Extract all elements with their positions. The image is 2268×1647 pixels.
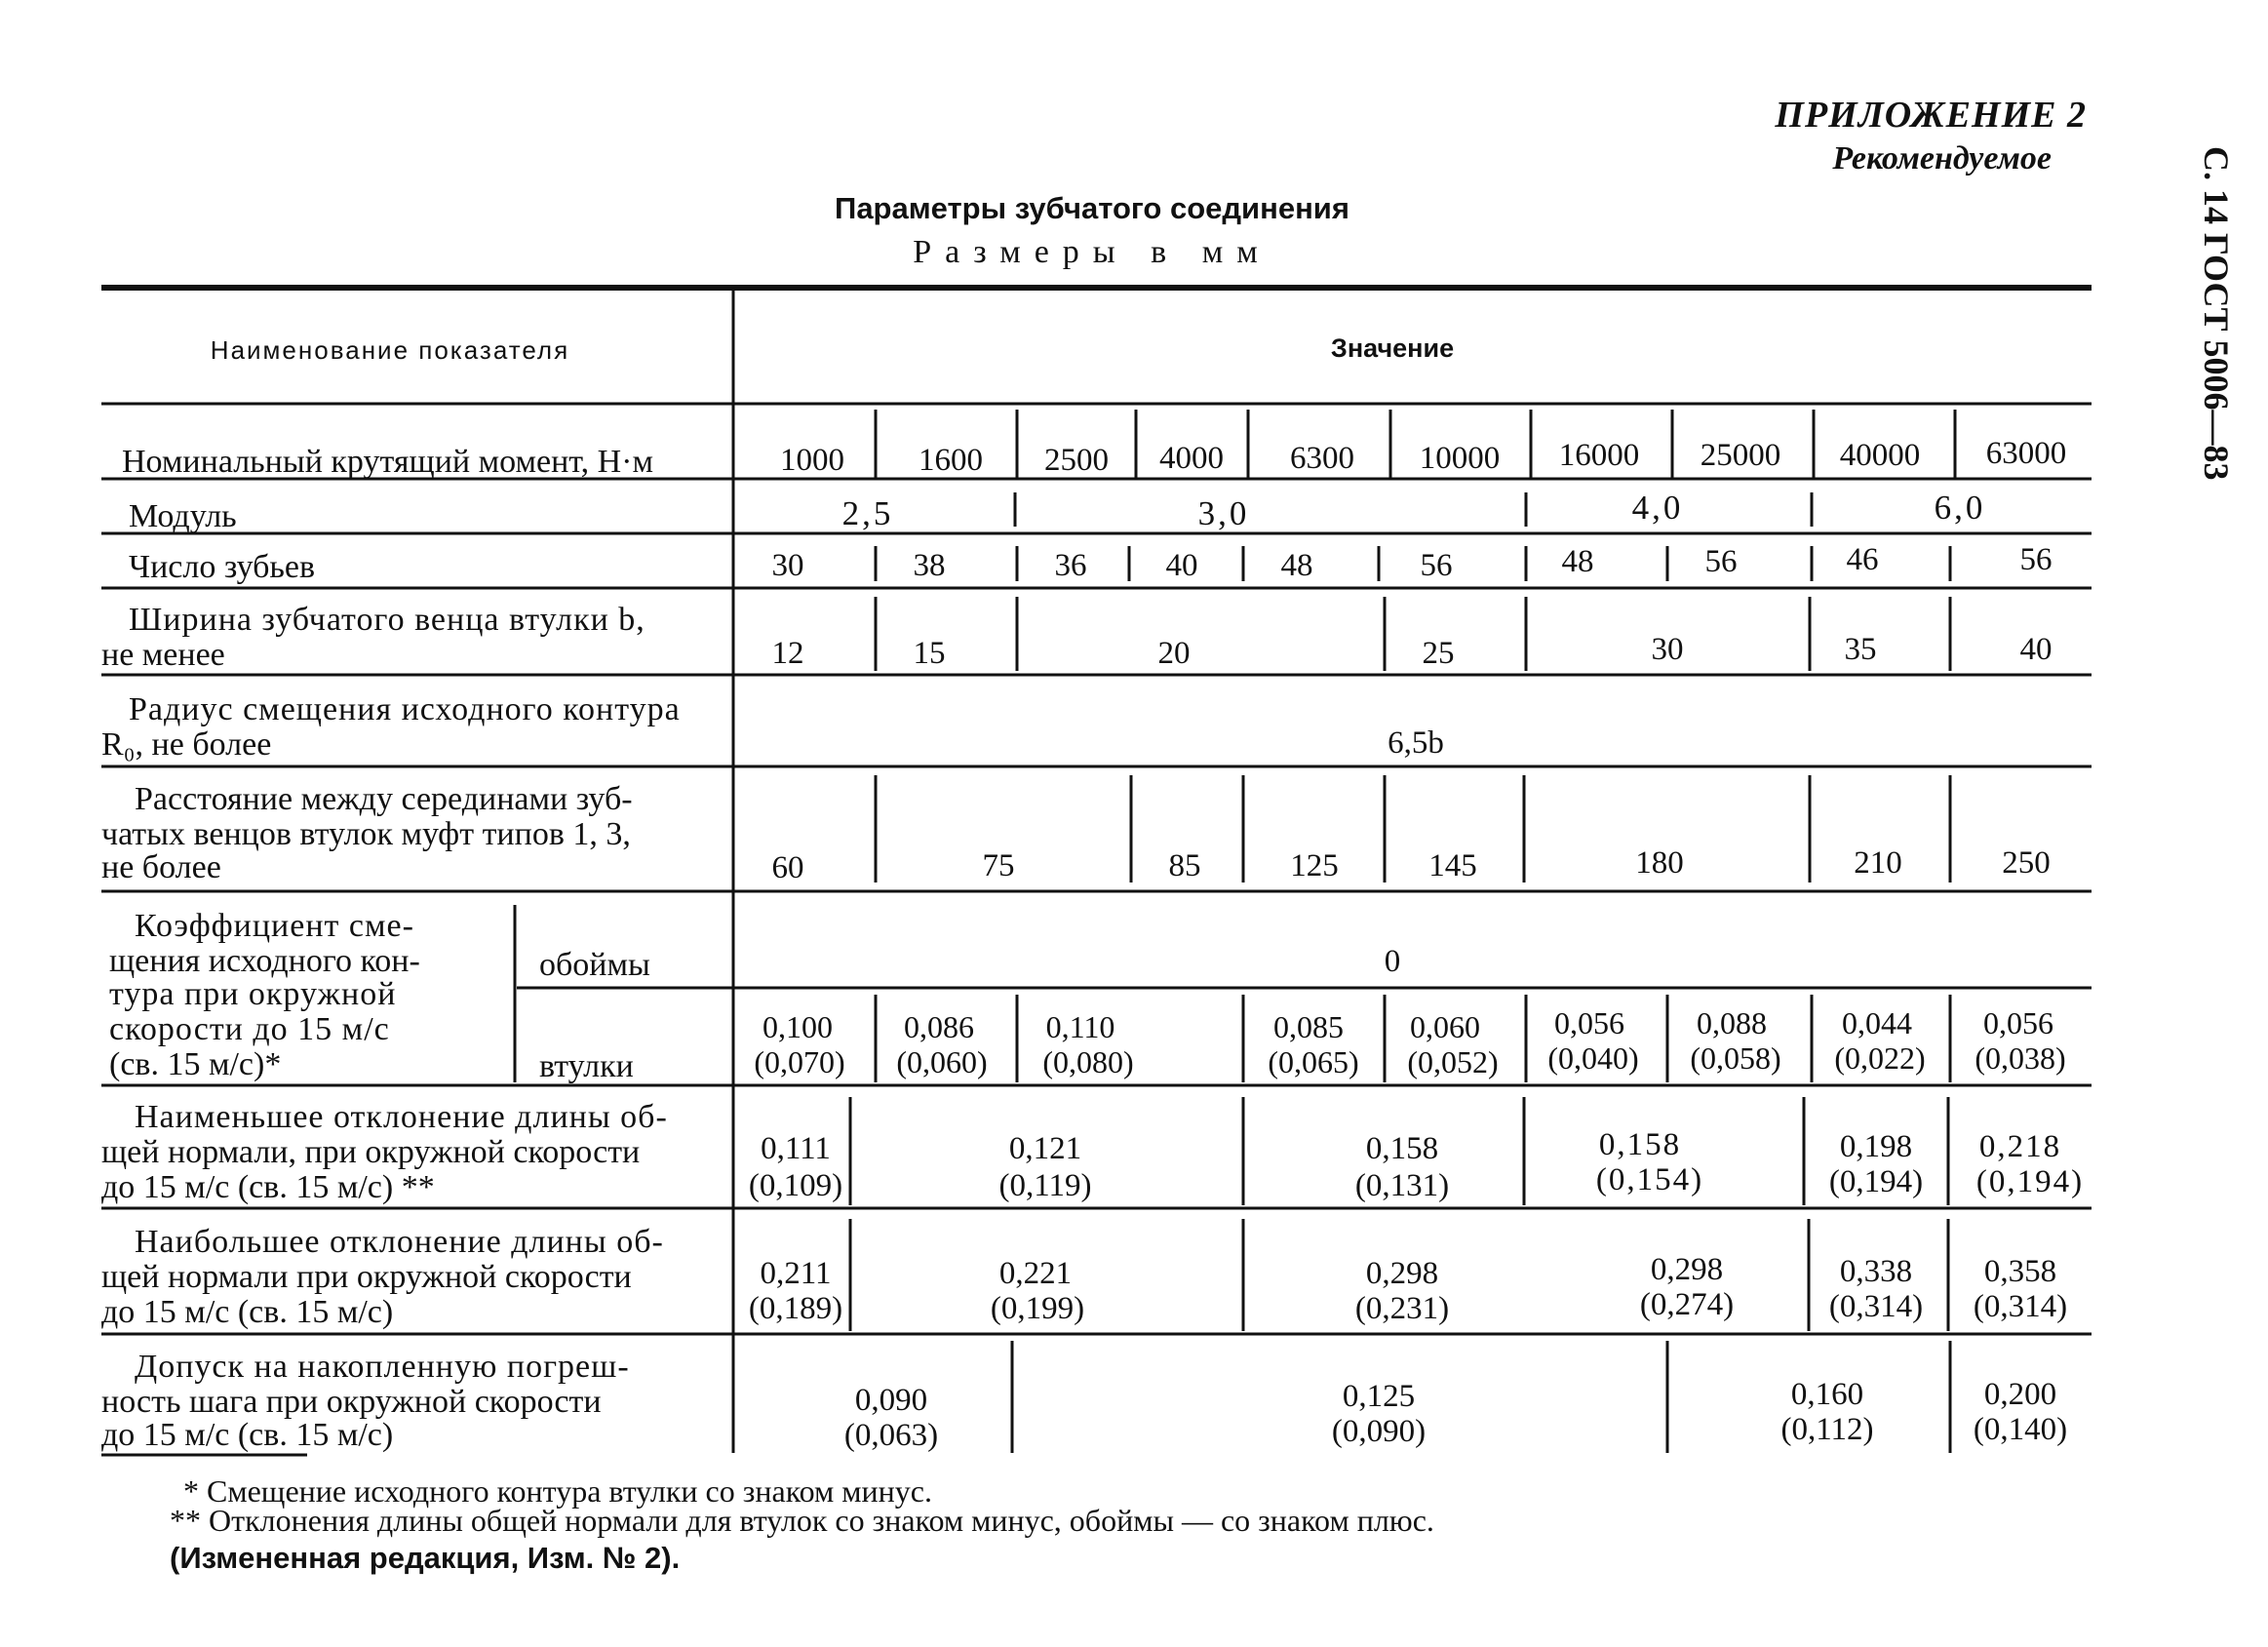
width-value: 20 <box>1157 636 1191 671</box>
distance-label-3: не более <box>101 849 221 885</box>
radius-value: 6,5b <box>1388 725 1444 761</box>
coef-inner-value: 0,088 <box>1697 1005 1767 1040</box>
coef-label-3: тура при окружной <box>109 976 397 1012</box>
coef-label-4: скорости до 15 м/с <box>109 1011 390 1047</box>
module-value: 2,5 <box>841 494 894 532</box>
min-dev-value: 0,121 <box>1008 1131 1082 1166</box>
torque-value: 6300 <box>1290 441 1354 476</box>
distance-value: 85 <box>1168 848 1201 883</box>
coef-label-5: (св. 15 м/с)* <box>109 1046 282 1082</box>
torque-value: 2500 <box>1044 443 1109 478</box>
coef-inner-value-high: (0,080) <box>1042 1044 1134 1079</box>
table-subtitle: Размеры в мм <box>913 234 1271 270</box>
coef-inner-value-high: (0,065) <box>1268 1044 1359 1079</box>
min-dev-value-high: (0,194) <box>1828 1164 1924 1199</box>
coef-outer-value: 0 <box>1384 944 1401 979</box>
col-header-name: Наименование показателя <box>210 335 570 365</box>
torque-label: Номинальный крутящий момент, Н·м <box>122 444 653 480</box>
distance-value: 125 <box>1290 848 1339 883</box>
torque-value: 1000 <box>780 443 844 478</box>
max-dev-value-high: (0,314) <box>1828 1289 1924 1324</box>
side-page-label-text: С. 14 ГОСТ 5006—83 <box>2197 146 2236 481</box>
coef-inner-value-high: (0,038) <box>1975 1040 2066 1076</box>
distance-value: 180 <box>1635 845 1684 881</box>
coef-inner-value-high: (0,040) <box>1547 1040 1639 1076</box>
coef-inner-value: 0,044 <box>1842 1005 1912 1040</box>
max-dev-value-high: (0,189) <box>748 1291 843 1326</box>
teeth-value: 40 <box>1165 548 1198 583</box>
coef-inner-value: 0,086 <box>904 1009 974 1044</box>
radius-label-2: R₀, не более <box>101 726 272 763</box>
appendix-title: ПРИЛОЖЕНИЕ 2 <box>1775 95 2087 136</box>
tolerance-value-high: (0,063) <box>843 1418 939 1453</box>
width-value: 15 <box>913 636 946 671</box>
width-value: 35 <box>1844 632 1877 667</box>
width-label-2: не менее <box>101 637 225 673</box>
min-dev-value: 0,111 <box>761 1131 831 1166</box>
coef-inner-value-high: (0,070) <box>754 1044 845 1079</box>
tolerance-value: 0,200 <box>1983 1377 2057 1412</box>
coef-inner-value-high: (0,022) <box>1834 1040 1926 1076</box>
teeth-value: 38 <box>913 548 946 583</box>
min-dev-value-high: (0,109) <box>748 1168 843 1203</box>
tolerance-value: 0,125 <box>1342 1379 1416 1414</box>
revision-note: (Измененная редакция, Изм. № 2). <box>170 1541 681 1575</box>
tolerance-value: 0,160 <box>1790 1377 1864 1412</box>
min-dev-value-high: (0,194) <box>1975 1164 2085 1199</box>
coef-inner-value-high: (0,060) <box>896 1044 988 1079</box>
distance-label-2: чатых венцов втулок муфт типов 1, 3, <box>101 816 631 852</box>
max-dev-value-high: (0,199) <box>990 1291 1085 1326</box>
max-dev-value: 0,221 <box>998 1256 1073 1291</box>
max-dev-value: 0,338 <box>1839 1254 1913 1289</box>
min-dev-label-1: Наименьшее отклонение длины об- <box>135 1099 668 1135</box>
coef-inner-value: 0,110 <box>1045 1009 1115 1044</box>
table-title: Параметры зубчатого соединения <box>835 191 1349 225</box>
tolerance-value-high: (0,090) <box>1331 1414 1427 1449</box>
tolerance-label-2: ность шага при окружной скорости <box>101 1384 602 1420</box>
max-dev-value: 0,358 <box>1983 1254 2057 1289</box>
teeth-value: 48 <box>1561 544 1594 579</box>
teeth-value: 56 <box>2019 542 2053 577</box>
module-value: 4,0 <box>1631 489 1684 527</box>
coef-inner-value: 0,056 <box>1554 1005 1624 1040</box>
teeth-value: 48 <box>1280 548 1313 583</box>
distance-value: 60 <box>771 850 804 885</box>
footnote-1: * Смещение исходного контура втулки со знаком минус. <box>183 1473 932 1509</box>
tolerance-value: 0,090 <box>854 1383 928 1418</box>
torque-value: 1600 <box>919 443 983 478</box>
max-dev-value-high: (0,274) <box>1639 1287 1735 1322</box>
distance-label-1: Расстояние между серединами зуб- <box>135 781 633 817</box>
teeth-value: 36 <box>1054 548 1087 583</box>
coef-sub-outer: обоймы <box>539 947 650 983</box>
max-dev-label-2: щей нормали при окружной скорости <box>101 1259 632 1295</box>
coef-inner-value: 0,100 <box>763 1009 833 1044</box>
tolerance-value-high: (0,112) <box>1780 1412 1874 1447</box>
module-value: 6,0 <box>1934 489 1986 527</box>
distance-value: 210 <box>1854 845 1902 881</box>
max-dev-value: 0,298 <box>1365 1256 1439 1291</box>
radius-label-1: Радиус смещения исходного контура <box>129 691 681 727</box>
teeth-value: 56 <box>1420 548 1453 583</box>
footnote-2: ** Отклонения длины общей нормали для втулок со знаком минус, обоймы — со знаком плюс. <box>170 1503 1434 1538</box>
module-label: Модуль <box>129 498 237 534</box>
coef-label-1: Коэффициент сме- <box>135 908 414 944</box>
torque-value: 63000 <box>1985 436 2067 471</box>
torque-value: 40000 <box>1839 438 1921 473</box>
min-dev-label-2: щей нормали, при окружной скорости <box>101 1134 641 1170</box>
min-dev-label-3: до 15 м/с (св. 15 м/с) ** <box>101 1169 435 1205</box>
torque-value: 25000 <box>1700 438 1781 473</box>
module-value: 3,0 <box>1197 494 1250 532</box>
tolerance-value-high: (0,140) <box>1973 1412 2068 1447</box>
width-value: 30 <box>1651 632 1684 667</box>
tolerance-label-1: Допуск на накопленную погреш- <box>135 1349 630 1385</box>
col-header-value: Значение <box>1330 333 1455 363</box>
tolerance-label-3: до 15 м/с (св. 15 м/с) <box>101 1417 394 1453</box>
width-value: 12 <box>771 636 804 671</box>
min-dev-value: 0,218 <box>1978 1129 2062 1164</box>
min-dev-value-high: (0,131) <box>1354 1168 1450 1203</box>
min-dev-value: 0,158 <box>1365 1131 1439 1166</box>
min-dev-value: 0,198 <box>1839 1129 1913 1164</box>
coef-sub-inner: втулки <box>539 1048 634 1084</box>
width-value: 40 <box>2019 632 2053 667</box>
coef-inner-value: 0,056 <box>1983 1005 2053 1040</box>
teeth-value: 46 <box>1846 542 1879 577</box>
min-dev-value-high: (0,119) <box>998 1168 1092 1203</box>
width-value: 25 <box>1422 636 1455 671</box>
coef-inner-value: 0,060 <box>1410 1009 1480 1044</box>
width-label-1: Ширина зубчатого венца втулки b, <box>129 602 645 638</box>
max-dev-value-high: (0,231) <box>1354 1291 1450 1326</box>
max-dev-value: 0,298 <box>1650 1252 1724 1287</box>
coef-inner-value: 0,085 <box>1273 1009 1344 1044</box>
max-dev-value: 0,211 <box>760 1256 832 1291</box>
coef-label-2: щения исходного кон- <box>109 943 420 979</box>
distance-value: 250 <box>2002 845 2051 881</box>
max-dev-label-1: Наибольшее отклонение длины об- <box>135 1224 664 1260</box>
torque-value: 4000 <box>1159 441 1224 476</box>
torque-value: 16000 <box>1558 438 1640 473</box>
min-dev-value-high: (0,154) <box>1595 1162 1704 1197</box>
torque-value: 10000 <box>1419 441 1501 476</box>
appendix-subtitle: Рекомендуемое <box>1832 140 2052 176</box>
distance-value: 145 <box>1428 848 1477 883</box>
distance-value: 75 <box>982 848 1015 883</box>
teeth-value: 30 <box>771 548 804 583</box>
coef-inner-value-high: (0,058) <box>1690 1040 1781 1076</box>
max-dev-label-3: до 15 м/с (св. 15 м/с) <box>101 1294 394 1330</box>
coef-inner-value-high: (0,052) <box>1407 1044 1499 1079</box>
teeth-value: 56 <box>1704 544 1738 579</box>
max-dev-value-high: (0,314) <box>1973 1289 2068 1324</box>
teeth-label: Число зубьев <box>129 549 316 585</box>
min-dev-value: 0,158 <box>1598 1127 1682 1162</box>
